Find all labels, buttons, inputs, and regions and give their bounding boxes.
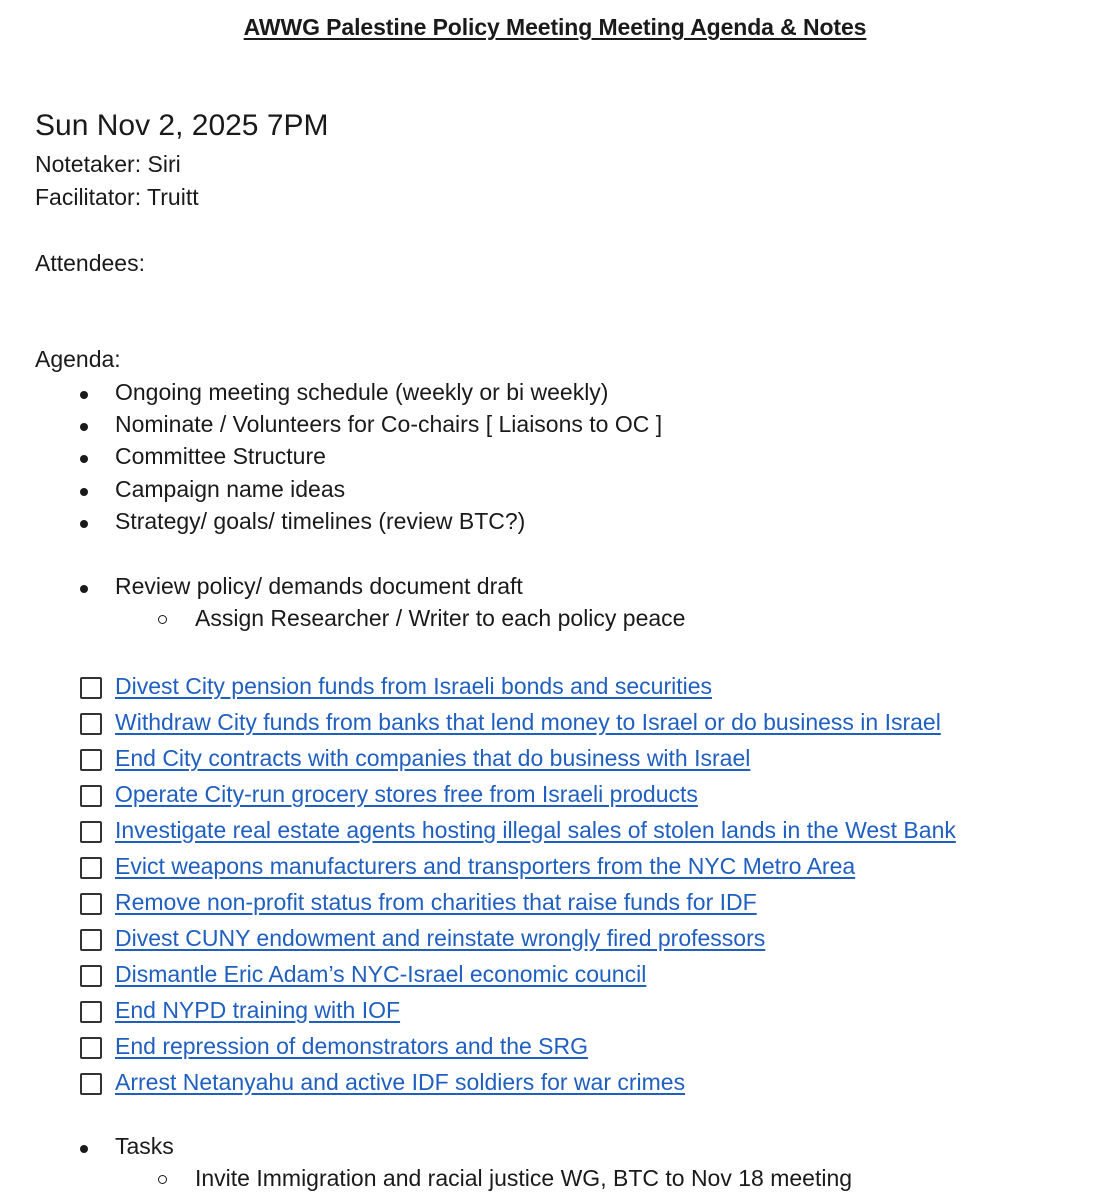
policy-link[interactable]: Operate City-run grocery stores free from Israeli products (115, 781, 698, 807)
agenda-item-text: Review policy/ demands document draft (115, 573, 523, 599)
policy-link[interactable]: Dismantle Eric Adam’s NYC-Israel economic council (115, 961, 647, 987)
checkbox[interactable] (80, 857, 102, 879)
checkbox[interactable] (80, 929, 102, 951)
policy-link[interactable]: Divest CUNY endowment and reinstate wrongly fired professors (115, 925, 766, 951)
checkbox[interactable] (80, 1073, 102, 1095)
bullet-icon (80, 391, 88, 399)
agenda-item (115, 573, 523, 600)
facilitator-line: Facilitator: Truitt (35, 184, 199, 210)
policy-link[interactable]: Evict weapons manufacturers and transporters from the NYC Metro Area (115, 853, 856, 879)
bullet-icon (80, 455, 88, 463)
meeting-date-heading: Sun Nov 2, 2025 7PM (35, 109, 329, 142)
policy-link[interactable]: Investigate real estate agents hosting illegal sales of stolen lands in the West Bank (115, 817, 956, 843)
checkbox[interactable] (80, 785, 102, 807)
tasks-item (115, 1133, 174, 1160)
document-title: AWWG Palestine Policy Meeting Meeting Agenda & Notes (243, 14, 867, 40)
bullet-icon (80, 520, 88, 528)
bullet-icon (80, 488, 88, 496)
agenda-label: Agenda: (35, 346, 121, 372)
agenda-item (115, 443, 326, 470)
checkbox[interactable] (80, 1001, 102, 1023)
bullet-icon (80, 1145, 88, 1153)
agenda-item (115, 379, 608, 406)
agenda-item-text: Committee Structure (115, 443, 326, 469)
agenda-subitem-text: Assign Researcher / Writer to each policy peace (195, 605, 686, 631)
agenda-item-text: Strategy/ goals/ timelines (review BTC?) (115, 508, 526, 534)
checkbox[interactable] (80, 893, 102, 915)
checkbox[interactable] (80, 749, 102, 771)
notetaker-line: Notetaker: Siri (35, 151, 181, 177)
bullet-icon (80, 585, 88, 593)
checkbox[interactable] (80, 1037, 102, 1059)
agenda-item (115, 411, 662, 438)
bullet-icon (80, 423, 88, 431)
agenda-subitem (195, 605, 685, 632)
tasks-subitem (195, 1165, 852, 1192)
policy-link[interactable]: End NYPD training with IOF (115, 997, 401, 1023)
policy-link[interactable]: End repression of demonstrators and the SRG (115, 1033, 589, 1059)
checkbox[interactable] (80, 677, 102, 699)
policy-link[interactable]: Remove non-profit status from charities that raise funds for IDF (115, 889, 757, 915)
checkbox[interactable] (80, 713, 102, 735)
policy-link[interactable]: Divest City pension funds from Israeli bonds and securities (115, 673, 713, 699)
checkbox[interactable] (80, 965, 102, 987)
policy-link[interactable]: Arrest Netanyahu and active IDF soldiers for war crimes (115, 1069, 686, 1095)
hollow-bullet-icon (158, 1175, 167, 1184)
agenda-item-text: Nominate / Volunteers for Co-chairs [ Liaisons to OC ] (115, 411, 663, 437)
policy-link[interactable]: Withdraw City funds from banks that lend money to Israel or do business in Israel (115, 709, 941, 735)
agenda-item-text: Ongoing meeting schedule (weekly or bi weekly) (115, 379, 609, 405)
agenda-item-text: Campaign name ideas (115, 476, 346, 502)
tasks-subitem-text: Invite Immigration and racial justice WG, BTC to Nov 18 meeting (195, 1165, 853, 1191)
agenda-item (115, 508, 525, 535)
policy-link[interactable]: End City contracts with companies that do business with Israel (115, 745, 751, 771)
hollow-bullet-icon (158, 615, 167, 624)
checkbox[interactable] (80, 821, 102, 843)
tasks-label: Tasks (115, 1133, 174, 1159)
attendees-label: Attendees: (35, 250, 145, 276)
agenda-item (115, 476, 345, 503)
